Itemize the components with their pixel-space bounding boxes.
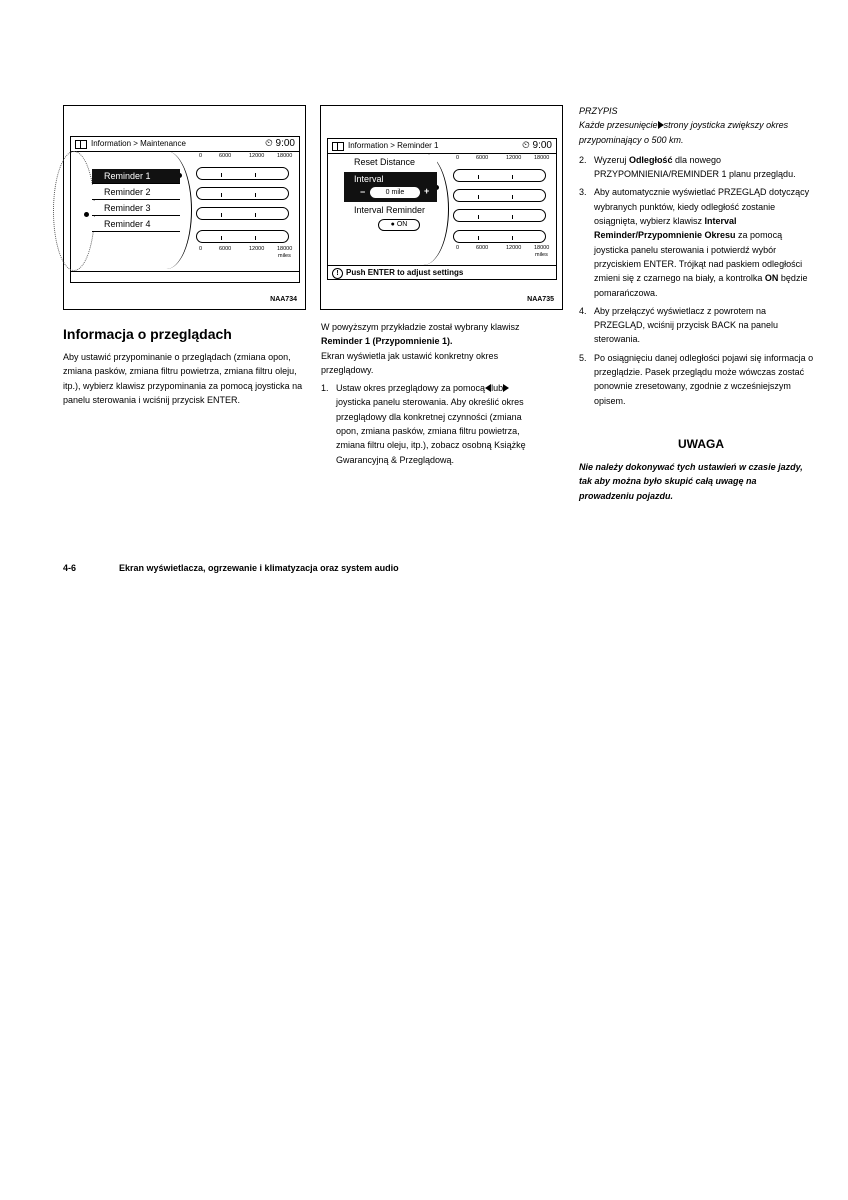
scale-label: 18000 bbox=[534, 155, 550, 161]
section-heading: Informacja o przeglądach bbox=[63, 326, 232, 342]
scale-label: 6000 bbox=[219, 246, 232, 252]
step-5 bbox=[579, 351, 819, 408]
scale-label: 18000 bbox=[277, 153, 293, 159]
distance-bar bbox=[196, 230, 289, 243]
distance-bar bbox=[196, 207, 289, 220]
page-number: 4-6 bbox=[63, 563, 77, 573]
step-1 bbox=[321, 381, 546, 467]
book-icon bbox=[332, 142, 344, 151]
figure-maintenance-screen bbox=[63, 105, 306, 310]
step-text: Wyzeruj bbox=[594, 154, 629, 165]
middle-column bbox=[321, 320, 546, 467]
book-icon bbox=[75, 140, 87, 149]
reminder-1-label: Reminder 1 (Przypomnienie 1). bbox=[321, 336, 453, 347]
interval-label: Interval bbox=[354, 174, 384, 184]
distance-bar bbox=[196, 167, 289, 180]
step-text-cont: za pomocą joysticka panelu sterowania i potwierdź wybór przyciskiem ENTER. Trójkąt nad paskiem odległości zmieni się z czarnego na biały, a kontrolka bbox=[594, 230, 803, 284]
note-text-b: strony joysticka zwiększy okres przypominający o 500 km. bbox=[579, 120, 789, 145]
step-number: 2. bbox=[579, 154, 587, 165]
right-column bbox=[579, 104, 819, 408]
toggle-indicator-icon: ● bbox=[390, 221, 397, 228]
distance-bar bbox=[453, 209, 546, 222]
toggle-value: ON bbox=[396, 221, 408, 228]
step-3 bbox=[579, 185, 819, 299]
interval-block[interactable] bbox=[344, 172, 437, 202]
scale-label: 6000 bbox=[476, 155, 489, 161]
step-bold: Odległość bbox=[628, 154, 673, 165]
step-number: 1. bbox=[321, 383, 329, 394]
step-text-end: będzie pomarańczowa. bbox=[594, 273, 808, 298]
on-label: ON bbox=[764, 273, 779, 284]
distance-bar bbox=[453, 230, 546, 243]
scale-label: 18000 bbox=[277, 246, 293, 252]
screen-footer bbox=[71, 271, 299, 282]
selector-dot bbox=[84, 212, 89, 217]
figure-code: NAA734 bbox=[270, 296, 297, 303]
step-bold: Interval Reminder/Przypomnienie Okresu bbox=[594, 216, 737, 241]
scale-label: 0 bbox=[199, 153, 203, 159]
scale-label: 0 bbox=[456, 245, 460, 251]
steps-list bbox=[321, 381, 546, 467]
status-text: Push ENTER to adjust settings bbox=[346, 268, 464, 277]
step-text: Po osiągnięciu danej odległości pojawi się informacja o przeglądzie. Pasek przeglądu może wówczas zostać ponownie zresetowany, zgodnie z wcześniejszym opisem. bbox=[594, 352, 814, 406]
figure-reminder-screen bbox=[320, 105, 563, 310]
scale-label: 6000 bbox=[476, 245, 489, 251]
interval-value: 0 mile bbox=[370, 187, 420, 198]
steps-list-continued bbox=[579, 153, 819, 408]
intro-paragraph: Aby ustawić przypominanie o przeglądach (zmiana opon, zmiana pasków, zmiana filtru powietrza, zmiana filtru oleju, itp.), wybierz klawisz przypominania za pomocą joysticka na panelu sterowania i wciśnij przycisk ENTER. bbox=[63, 352, 303, 405]
clock: ⏲ 9:00 bbox=[521, 140, 552, 151]
or-text: lub bbox=[491, 383, 504, 394]
display-screen bbox=[70, 136, 300, 283]
unit-label: miles bbox=[535, 252, 548, 258]
display-screen bbox=[327, 138, 557, 280]
menu-item-reminder-4[interactable]: Reminder 4 bbox=[92, 217, 180, 232]
note-label: PRZYPIS bbox=[579, 106, 618, 116]
screen-title: Information > Reminder 1 bbox=[348, 141, 439, 150]
scale-label: 6000 bbox=[219, 153, 232, 159]
scale-label: 12000 bbox=[249, 246, 265, 252]
left-arc-decoration bbox=[53, 151, 95, 271]
menu-item-reminder-1[interactable]: Reminder 1 bbox=[92, 169, 180, 184]
interval-reminder-item[interactable]: Interval Reminder bbox=[354, 205, 426, 215]
step-number: 3. bbox=[579, 187, 587, 198]
scale-label: 0 bbox=[199, 246, 203, 252]
on-toggle[interactable] bbox=[378, 219, 420, 231]
distance-bar bbox=[453, 169, 546, 182]
menu-item-reminder-2[interactable]: Reminder 2 bbox=[92, 185, 180, 200]
section-title: Ekran wyświetlacza, ogrzewanie i klimatyzacja oraz system audio bbox=[119, 563, 399, 573]
scale-label: 12000 bbox=[506, 155, 522, 161]
figure-code: NAA735 bbox=[527, 296, 554, 303]
reset-distance-item[interactable]: Reset Distance bbox=[344, 155, 437, 170]
scale-label: 12000 bbox=[249, 153, 265, 159]
step-number: 4. bbox=[579, 305, 587, 316]
example-paragraph bbox=[321, 320, 546, 349]
warning-text: Nie należy dokonywać tych ustawień w czasie jazdy, tak aby można było skupić całą uwagę na prowadzeniu pojazdu. bbox=[579, 462, 803, 501]
warning-title: UWAGA bbox=[678, 437, 724, 451]
scale-label: 0 bbox=[456, 155, 460, 161]
step-text: Aby przełączyć wyświetlacz z powrotem na PRZEGLĄD, wciśnij przycisk BACK na panelu sterowania. bbox=[594, 305, 779, 345]
step-text-cont: joysticka panelu sterowania. Aby określić okres przeglądowy dla konkretnej czynności (zmiana opon, zmiana pasków, zmiana filtru powietrza, zmiana filtru oleju, itp.), zobacz osobną Książkę Gwarancyjną & Przeglądową. bbox=[336, 397, 526, 465]
step-text: Ustaw okres przeglądowy za pomocą bbox=[336, 383, 486, 394]
note-text bbox=[579, 118, 819, 147]
step-4 bbox=[579, 304, 819, 347]
step-text-cont: dla nowego PRZYPOMNIENIA/REMINDER 1 planu przeglądu. bbox=[594, 154, 796, 180]
clock: ⏲ 9:00 bbox=[264, 138, 295, 149]
screen-paragraph: Ekran wyświetla jak ustawić konkretny okres przeglądowy. bbox=[321, 350, 499, 375]
minus-icon[interactable]: − bbox=[360, 187, 366, 197]
distance-bar bbox=[453, 189, 546, 202]
step-text: Aby automatycznie wyświetlać PRZEGLĄD dotyczący wybranych punktów, kiedy odległość zostanie osiągnięta, wybierz klawisz bbox=[594, 187, 810, 227]
scale-label: 12000 bbox=[506, 245, 522, 251]
step-2 bbox=[579, 153, 819, 182]
title-bar bbox=[328, 139, 556, 154]
step-number: 5. bbox=[579, 352, 587, 363]
unit-label: miles bbox=[278, 253, 291, 259]
plus-icon[interactable]: + bbox=[424, 186, 430, 196]
note-text-a: Każde przesunięcie bbox=[579, 120, 658, 131]
screen-title: Information > Maintenance bbox=[91, 139, 186, 148]
status-bar bbox=[328, 265, 556, 279]
title-bar bbox=[71, 137, 299, 152]
scale-label: 18000 bbox=[534, 245, 550, 251]
example-text: W powyższym przykładzie został wybrany klawisz bbox=[321, 322, 520, 332]
right-arrow-icon bbox=[503, 384, 509, 392]
info-icon: ! bbox=[332, 268, 343, 279]
distance-bar bbox=[196, 187, 289, 200]
menu-item-reminder-3[interactable]: Reminder 3 bbox=[92, 201, 180, 216]
